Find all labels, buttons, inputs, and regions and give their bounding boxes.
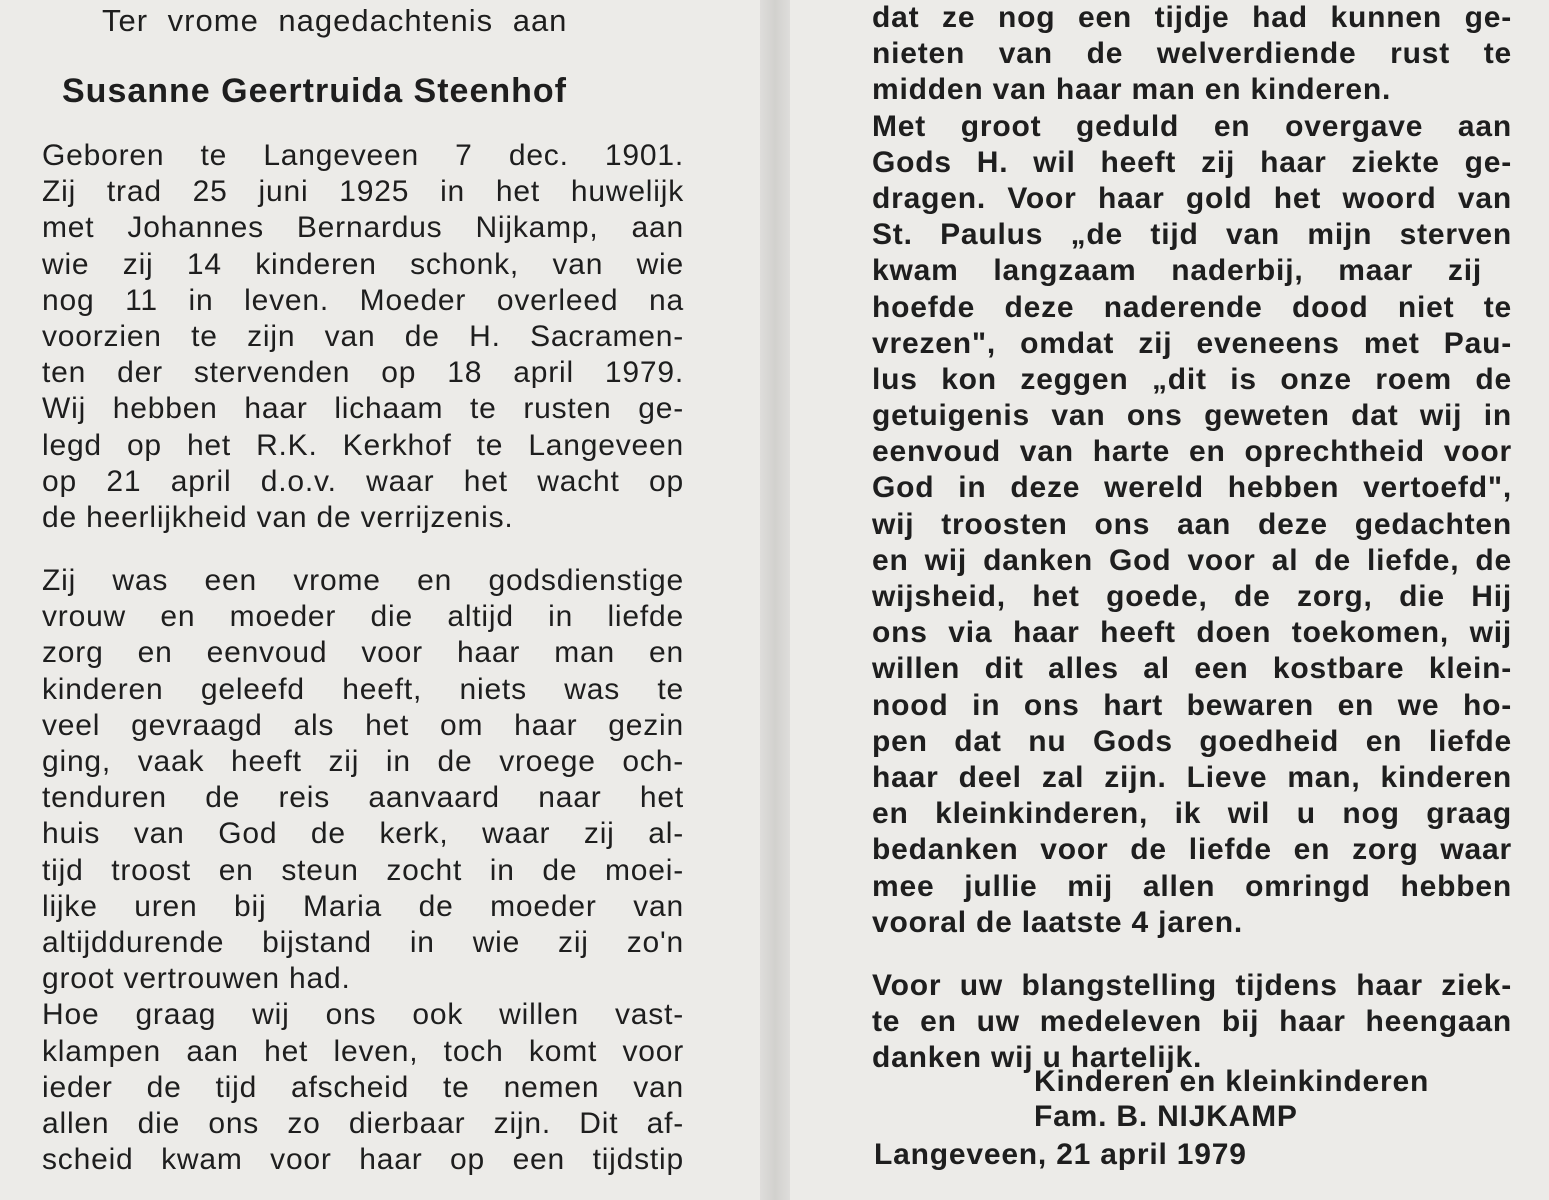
text-line: bedanken voor de liefde en zorg waar — [872, 833, 1512, 867]
text-line: nieten van de welverdiende rust te — [872, 37, 1512, 71]
paragraph-gap — [42, 536, 684, 563]
signature-place-date: Langeveen, 21 april 1979 — [874, 1138, 1247, 1171]
text-line: kwam langzaam naderbij, maar zij — [872, 254, 1482, 288]
text-line: Zij trad 25 juni 1925 in het huwelijk — [42, 175, 684, 209]
right-text-column — [872, 0, 1512, 1076]
text-line: altijddurende bijstand in wie zij zo'n — [42, 925, 684, 959]
text-line: vrezen", omdat zij eveneens met Pau- — [872, 326, 1512, 360]
text-line: lus kon zeggen „dit is onze roem de — [872, 362, 1512, 396]
text-line: St. Paulus „de tijd van mijn sterven — [872, 218, 1512, 252]
text-line: te en uw medeleven bij haar heengaan — [872, 1005, 1512, 1039]
text-line: huis van God de kerk, waar zij al- — [42, 817, 684, 851]
text-line: en wij danken God voor al de liefde, de — [872, 543, 1512, 577]
text-line: haar deel zal zijn. Lieve man, kinderen — [872, 760, 1512, 794]
text-line: met Johannes Bernardus Nijkamp, aan — [42, 211, 684, 245]
memorial-header: Ter vrome nagedachtenis aan — [102, 3, 568, 38]
card-fold — [760, 0, 790, 1200]
text-line: Geboren te Langeveen 7 dec. 1901. — [42, 139, 684, 172]
text-line: eenvoud van harte en oprechtheid voor — [872, 435, 1512, 469]
text-line: veel gevraagd als het om haar gezin — [42, 708, 684, 742]
text-line: mee jullie mij allen omringd hebben — [872, 869, 1512, 903]
text-line: wie zij 14 kinderen schonk, van wie — [42, 247, 684, 281]
text-line: Hoe graag wij ons ook willen vast- — [42, 998, 684, 1032]
text-line: op 21 april d.o.v. waar het wacht op — [42, 464, 684, 498]
text-line: pen dat nu Gods goedheid en liefde — [872, 724, 1512, 758]
signature-family: Kinderen en kleinkinderen — [1034, 1065, 1430, 1098]
signature-name: Fam. B. NIJKAMP — [1034, 1100, 1298, 1133]
text-line: nood in ons hart bewaren en we ho- — [872, 688, 1512, 722]
text-line: ging, vaak heeft zij in de vroege och- — [42, 745, 684, 778]
text-line: voorzien te zijn van de H. Sacramen- — [42, 319, 684, 353]
paragraph-gap — [872, 941, 1512, 968]
text-line: wijsheid, het goede, de zorg, die Hij — [872, 580, 1512, 613]
text-line: Gods H. wil heeft zij haar ziekte ge- — [872, 145, 1512, 179]
text-line: tijd troost en steun zocht in de moei- — [42, 853, 684, 887]
text-line: dragen. Voor haar gold het woord van — [872, 181, 1512, 215]
text-line: nog 11 in leven. Moeder overleed na — [42, 283, 684, 317]
text-line: zorg en eenvoud voor haar man en — [42, 636, 684, 670]
left-text-column — [42, 138, 684, 1178]
text-line: vrouw en moeder die altijd in liefde — [42, 600, 684, 634]
text-line: wij troosten ons aan deze gedachten — [872, 507, 1512, 541]
text-line: Wij hebben haar lichaam te rusten ge- — [42, 392, 684, 426]
text-line: ons via haar heeft doen toekomen, wij — [872, 616, 1512, 650]
text-line: Voor uw blangstelling tijdens haar ziek- — [872, 968, 1512, 1002]
text-line: lijke uren bij Maria de moeder van — [42, 889, 684, 923]
text-line: kinderen geleefd heeft, niets was te — [42, 672, 684, 706]
text-line: God in deze wereld hebben vertoefd", — [872, 471, 1512, 505]
text-line: de heerlijkheid van de verrijzenis. — [42, 500, 514, 534]
text-line: midden van haar man en kinderen. — [872, 73, 1392, 107]
text-line: groot vertrouwen had. — [42, 962, 351, 996]
text-line: legd op het R.K. Kerkhof te Langeveen — [42, 428, 684, 462]
text-line: ieder de tijd afscheid te nemen van — [42, 1070, 684, 1104]
text-line: allen die ons zo dierbaar zijn. Dit af- — [42, 1106, 684, 1140]
text-line: dat ze nog een tijdje had kunnen ge- — [872, 1, 1512, 34]
text-line: getuigenis van ons geweten dat wij in — [872, 399, 1512, 433]
text-line: scheid kwam voor haar op een tijdstip — [42, 1143, 684, 1177]
text-line: klampen aan het leven, toch komt voor — [42, 1034, 684, 1068]
text-line: hoefde deze naderende dood niet te — [872, 290, 1512, 324]
text-line: en kleinkinderen, ik wil u nog graag — [872, 797, 1512, 831]
text-line: willen dit alles al een kostbare klein- — [872, 652, 1512, 686]
text-line: vooral de laatste 4 jaren. — [872, 905, 1243, 939]
text-line: ten der stervenden op 18 april 1979. — [42, 356, 684, 390]
text-line: Met groot geduld en overgave aan — [872, 109, 1512, 143]
text-line: Zij was een vrome en godsdienstige — [42, 564, 684, 598]
text-line: danken wij u hartelijk. — [872, 1041, 1203, 1075]
text-line: tenduren de reis aanvaard naar het — [42, 781, 684, 815]
deceased-name: Susanne Geertruida Steenhof — [62, 72, 567, 110]
